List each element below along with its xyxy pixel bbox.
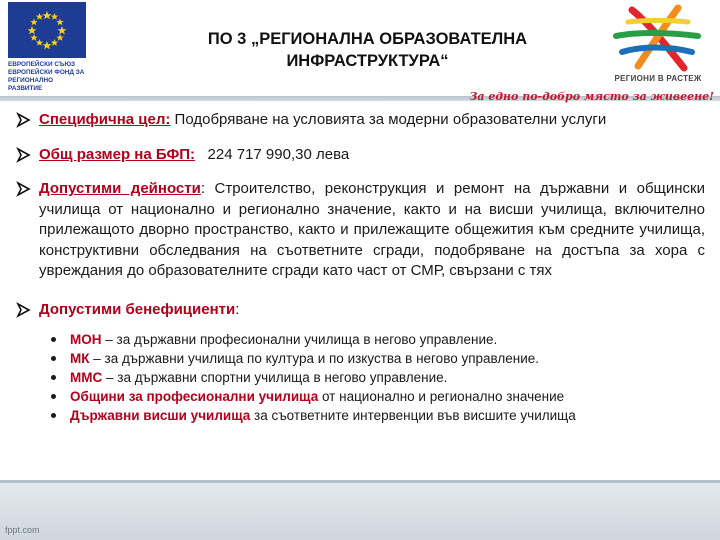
- list-item: [39, 406, 705, 425]
- program-logo-caption: РЕГИОНИ В РАСТЕЖ: [614, 74, 702, 83]
- beneficiary-name: ММС: [70, 370, 103, 385]
- bullet-dot-icon: [51, 413, 56, 418]
- bullet-specific-goal: [15, 110, 705, 131]
- page-title: [140, 28, 595, 72]
- program-logo: [602, 2, 714, 94]
- program-motto: За едно по-добро място за живеене!: [469, 90, 714, 103]
- bullet-term: Допустими дейности: [39, 180, 201, 197]
- bullet-text: 224 717 990,30 лева: [195, 145, 350, 163]
- arrow-bullet-icon: [15, 145, 33, 165]
- bullet-term: Допустими бенефициенти: [39, 300, 236, 318]
- bullet-dot-icon: [51, 394, 56, 399]
- bullet-dot-icon: [51, 337, 56, 342]
- title-line: ИНФРАСТРУКТУРА“: [286, 52, 449, 70]
- list-item: [39, 349, 705, 368]
- bullet-text: :: [235, 300, 240, 318]
- eu-logo-text: [8, 61, 86, 93]
- bullet-term: Специфична цел:: [39, 111, 171, 128]
- arrow-bullet-icon: [15, 110, 33, 130]
- footer-band: [0, 480, 720, 540]
- beneficiary-name: МОН: [70, 332, 102, 347]
- eu-logo-line: ЕВРОПЕЙСКИ СЪЮЗ: [8, 61, 76, 68]
- eu-logo-line: ЕВРОПЕЙСКИ ФОНД ЗА: [8, 69, 85, 76]
- beneficiary-text: – за държавни професионални училища в негово управление.: [101, 332, 498, 347]
- bullet-eligible-beneficiaries: [15, 300, 705, 426]
- bullet-eligible-activities: [15, 179, 705, 282]
- footer-divider: [0, 480, 720, 483]
- bullet-grant-size: [15, 145, 705, 166]
- beneficiary-text: – за държавни училища по култура и по изкуства в негово управление.: [89, 351, 540, 366]
- slide-content: [15, 110, 705, 439]
- title-line: ПО 3 „РЕГИОНАЛНА ОБРАЗОВАТЕЛНА: [207, 30, 528, 48]
- bullet-dot-icon: [51, 375, 56, 380]
- beneficiary-name: Държавни висши училища: [70, 408, 251, 423]
- watermark: fppt.com: [5, 525, 40, 535]
- bullet-text: : Строителство, реконструкция и ремонт на държавни и общински училища от национално и регионално значение, както и на висши училища, включително прилежащото дворно пространство, както и прилежащите общежития към средните училища, конструктивни обследвания на съответните сгради, подобряване на достъпа за хора с увреждания до образователните сгради като част от СМР, свързани с тях: [39, 180, 705, 279]
- eu-logo-line: РЕГИОНАЛНО РАЗВИТИЕ: [8, 77, 54, 92]
- list-item: [39, 387, 705, 406]
- arrow-bullet-icon: [15, 300, 33, 320]
- bullet-text: Подобряване на условията за модерни образователни услуги: [170, 111, 607, 128]
- arrow-bullet-icon: [15, 179, 33, 199]
- beneficiary-name: Общини за професионални училища: [70, 389, 319, 404]
- beneficiary-name: МК: [70, 351, 90, 366]
- beneficiary-text: – за държавни спортни училища в негово управление.: [102, 370, 448, 385]
- beneficiary-text: за съответните интервенции във висшите училища: [250, 408, 576, 423]
- program-logo-icon: [602, 2, 714, 74]
- bullet-term: Общ размер на БФП:: [39, 145, 196, 163]
- list-item: [39, 330, 705, 349]
- eu-logo: [8, 2, 86, 94]
- bullet-dot-icon: [51, 356, 56, 361]
- list-item: [39, 368, 705, 387]
- eu-flag-icon: [8, 2, 86, 58]
- beneficiary-text: от национално и регионално значение: [318, 389, 565, 404]
- beneficiaries-list: [39, 330, 705, 425]
